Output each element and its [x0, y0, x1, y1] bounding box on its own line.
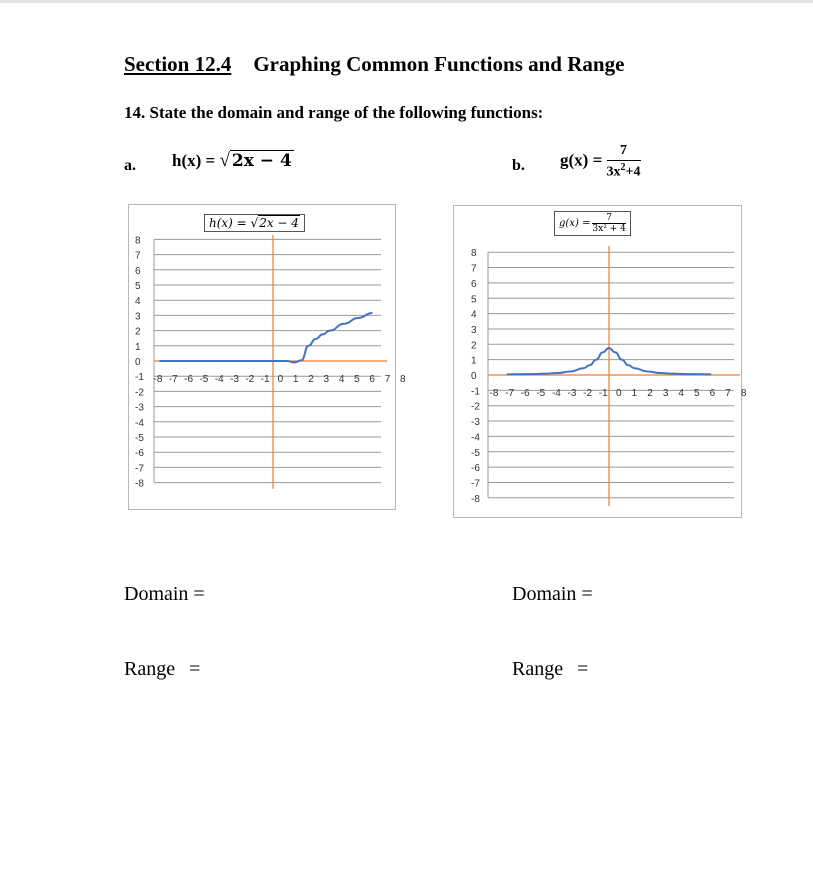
x-tick-label: 5 [354, 374, 360, 385]
x-tick-label: -5 [536, 388, 546, 399]
y-tick-label: 1 [471, 355, 477, 367]
part-b-numerator: 7 [607, 143, 641, 161]
x-tick-label: -5 [199, 374, 209, 385]
x-tick-label: -7 [505, 388, 515, 399]
section-heading [124, 52, 624, 77]
x-tick-label: 3 [323, 374, 330, 385]
x-tick-label: 8 [400, 374, 406, 385]
y-tick-label: 2 [471, 340, 477, 352]
y-tick-label: 6 [471, 278, 477, 290]
part-a-function [172, 150, 294, 172]
part-b-function [560, 143, 641, 181]
graph-h-canvas [129, 205, 406, 509]
graph-g-legend: g(x) = $\frac{7}{\text{3x² + 4}}$ [554, 211, 631, 236]
x-tick-label: -6 [520, 388, 530, 399]
y-tick-label: -8 [471, 493, 480, 505]
x-tick-label: -3 [230, 374, 239, 385]
x-tick-label: -2 [245, 374, 255, 385]
x-tick-label: -4 [214, 374, 224, 385]
function-curve [159, 313, 372, 363]
y-tick-label: 6 [135, 265, 141, 277]
x-tick-label: 7 [384, 374, 391, 385]
x-tick-label: -1 [260, 374, 270, 385]
x-tick-label: 6 [709, 388, 716, 399]
y-tick-label: 8 [471, 248, 477, 260]
y-tick-label: 4 [471, 309, 477, 321]
sqrt-icon: √ [250, 216, 259, 230]
x-tick-label: 0 [277, 374, 284, 385]
section-number: Section 12.4 [124, 52, 232, 76]
y-tick-label: -2 [471, 401, 480, 413]
graph-h [128, 204, 406, 510]
range-b-label: Range = [512, 658, 589, 680]
x-tick-label: -7 [168, 374, 178, 385]
x-tick-label: -1 [598, 388, 608, 399]
part-a-label: a. [124, 157, 136, 174]
x-tick-label: -3 [567, 388, 577, 399]
x-tick-label: -4 [551, 388, 561, 399]
x-tick-label: 4 [678, 388, 684, 399]
y-tick-label: -7 [135, 463, 144, 475]
x-tick-label: -2 [583, 388, 593, 399]
part-a-name: h(x) = [172, 151, 220, 170]
x-tick-label: 7 [725, 388, 731, 399]
y-tick-label: 5 [135, 281, 141, 292]
x-tick-label: 1 [292, 374, 299, 385]
y-tick-label: -8 [135, 478, 144, 490]
x-tick-label: 2 [308, 374, 314, 385]
range-a-label: Range = [124, 658, 201, 680]
y-tick-label: -7 [471, 478, 480, 490]
y-tick-label: 7 [471, 263, 477, 275]
sqrt-icon: √ [219, 150, 230, 171]
y-tick-label: 8 [135, 235, 141, 247]
x-tick-label: 5 [694, 388, 700, 399]
y-tick-label: -5 [471, 447, 480, 459]
part-b-fraction [607, 143, 641, 181]
y-tick-label: -3 [471, 417, 480, 429]
x-tick-label: -8 [153, 374, 163, 385]
y-tick-label: -1 [471, 386, 480, 398]
part-b-name: g(x) = [560, 150, 607, 170]
y-tick-label: -5 [135, 433, 144, 444]
section-title: Graphing Common Functions and Range [253, 52, 625, 76]
page-top-border [0, 0, 813, 3]
x-tick-label: 8 [740, 388, 747, 399]
x-tick-label: -6 [184, 374, 194, 385]
y-tick-label: -4 [471, 432, 480, 444]
x-tick-label: 6 [369, 374, 375, 385]
part-b-label: b. [512, 157, 525, 174]
y-tick-label: 0 [135, 357, 141, 368]
graph-g [453, 205, 747, 518]
y-tick-label: 1 [135, 341, 141, 353]
y-tick-label: 3 [135, 311, 141, 323]
y-tick-label: -2 [135, 387, 144, 399]
y-tick-label: -6 [135, 448, 144, 460]
x-tick-label: 3 [662, 388, 669, 399]
x-tick-label: 2 [647, 388, 653, 399]
x-tick-label: 1 [631, 388, 638, 399]
y-tick-label: -3 [135, 402, 144, 414]
part-a-radicand: 2x − 4 [231, 151, 292, 171]
domain-b-label: Domain = [512, 583, 593, 605]
y-tick-label: 2 [135, 326, 141, 338]
x-tick-label: 4 [338, 374, 345, 385]
y-tick-label: 0 [471, 371, 477, 382]
x-tick-label: -8 [489, 388, 499, 399]
y-tick-label: 3 [471, 324, 477, 336]
y-tick-label: 7 [135, 250, 141, 262]
y-tick-label: 4 [135, 296, 141, 308]
domain-a-label: Domain = [124, 583, 205, 605]
y-tick-label: 5 [471, 294, 477, 306]
part-b-denominator: $3x^2+4$ [606, 162, 641, 180]
x-tick-label: 0 [616, 388, 622, 399]
y-tick-label: -1 [135, 372, 144, 384]
question-text: 14. State the domain and range of the following functions: [124, 103, 544, 122]
y-tick-label: -6 [471, 463, 480, 475]
graph-g-canvas [454, 206, 747, 517]
y-tick-label: -4 [135, 417, 144, 429]
graph-h-legend: h(x) = √2x − 4 [204, 214, 305, 232]
